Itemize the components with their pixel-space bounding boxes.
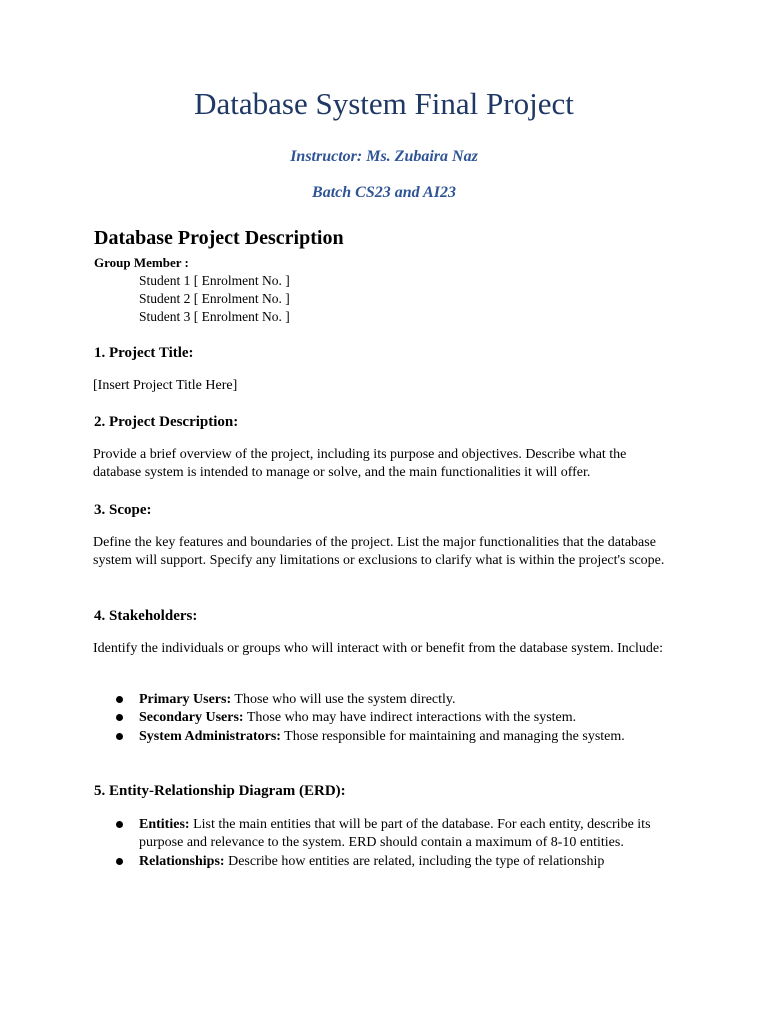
list-item-text: Describe how entities are related, including the type of relationship [224, 853, 605, 869]
bullet-dot-icon [116, 714, 123, 721]
list-item-text: List the main entities that will be part of the database. For each entity, describe its purpose and relevance to the system. ERD should contain a maximum of 8-10 entities. [139, 817, 651, 851]
bullet-dot-icon [116, 858, 123, 865]
section-heading-project-description: 2. Project Description: [94, 414, 239, 430]
list-item [116, 691, 676, 709]
list-item-text: Those responsible for maintaining and managing the system. [280, 728, 625, 744]
document-title: Database System Final Project [194, 86, 574, 121]
bullet-dot-icon [116, 696, 123, 703]
student-1: Student 1 [ Enrolment No. ] [139, 273, 290, 288]
list-item-label: Secondary Users: [139, 710, 244, 726]
list-item-label: Primary Users: [139, 692, 232, 707]
group-member-label: Group Member : [94, 255, 189, 270]
list-item [116, 853, 676, 871]
main-heading: Database Project Description [94, 227, 344, 249]
stakeholders-text: Identify the individuals or groups who will interact with or benefit from the database system. Include: [93, 641, 663, 656]
list-item [116, 709, 676, 727]
list-item-label: System Administrators: [139, 728, 281, 744]
list-item [116, 728, 676, 746]
student-3: Student 3 [ Enrolment No. ] [139, 309, 290, 324]
batch-line: Batch CS23 and AI23 [312, 184, 456, 201]
section-heading-scope: 3. Scope: [94, 502, 152, 518]
section-heading-project-title: 1. Project Title: [94, 345, 194, 361]
project-description-text: Provide a brief overview of the project, including its purpose and objectives. Describe what the database system is intended to manage or solve, and the main functionalities it will offer. [93, 447, 627, 481]
scope-text: Define the key features and boundaries of the project. List the major functionalities that the database system will support. Specify any limitations or exclusions to clarify what is within the project's scope. [93, 535, 665, 569]
project-title-text: [Insert Project Title Here] [93, 378, 238, 393]
list-item-text: Those who will use the system directly. [231, 692, 456, 707]
instructor-line: Instructor: Ms. Zubaira Naz [290, 148, 478, 165]
bullet-dot-icon [116, 733, 123, 740]
stakeholders-list [116, 691, 676, 746]
list-item-text: Those who may have indirect interactions with the system. [243, 710, 577, 726]
bullet-dot-icon [116, 821, 123, 828]
erd-list [116, 816, 676, 871]
list-item [116, 816, 676, 853]
section-heading-erd: 5. Entity-Relationship Diagram (ERD): [94, 783, 346, 799]
list-item-label: Relationships: [139, 853, 225, 869]
list-item-label: Entities: [139, 817, 190, 832]
student-2: Student 2 [ Enrolment No. ] [139, 291, 290, 306]
section-heading-stakeholders: 4. Stakeholders: [94, 608, 198, 624]
